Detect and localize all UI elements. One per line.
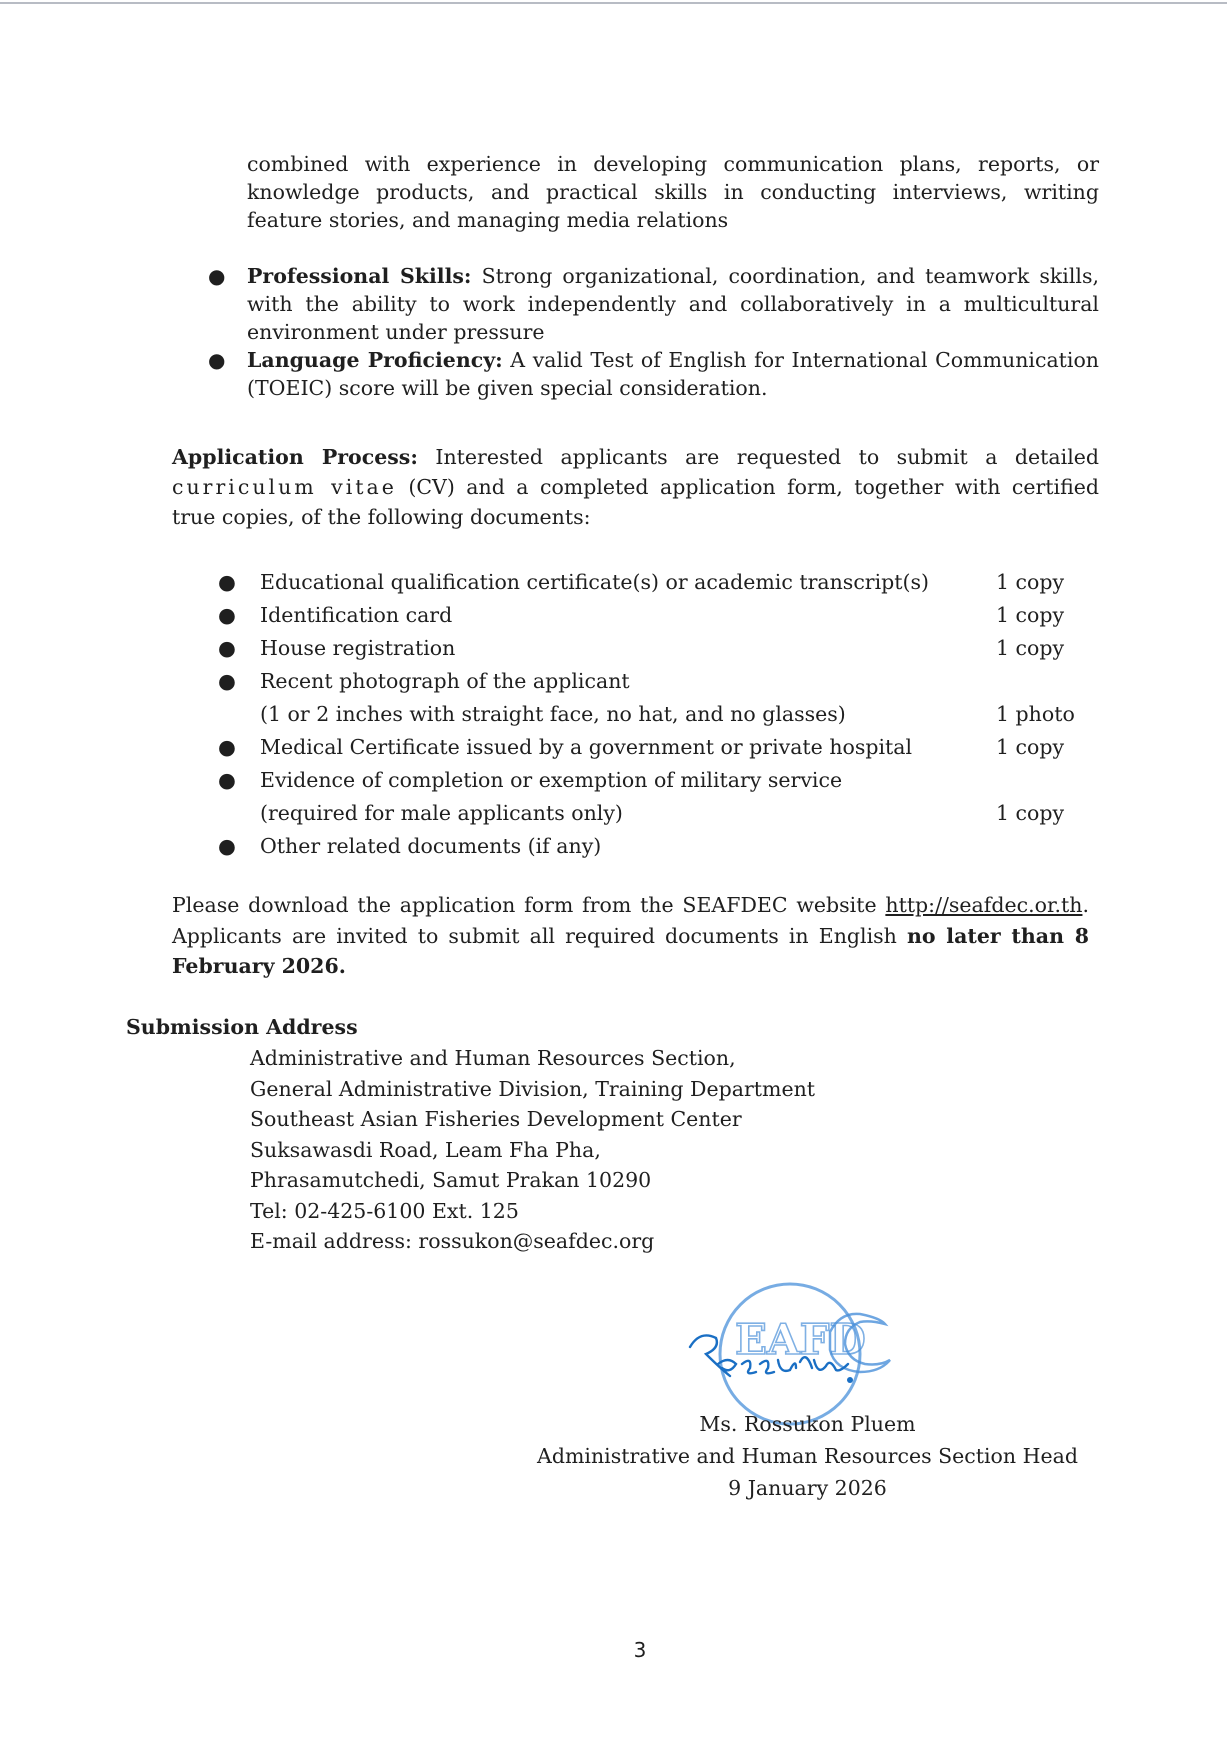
document-item-continued [215, 698, 1095, 731]
qualification-item [205, 262, 1099, 346]
document-name: House registration [260, 636, 456, 660]
document-quantity: 1 copy [996, 636, 1065, 660]
document-item [215, 566, 1095, 599]
address-line: Phrasamutchedi, Samut Prakan 10290 [250, 1168, 652, 1192]
address-line: Suksawasdi Road, Leam Fha Pha, [250, 1137, 601, 1162]
signature-date: 9 January 2026 [728, 1476, 887, 1500]
document-detail: (required for male applicants only) [260, 801, 623, 825]
document-item [215, 599, 1095, 632]
document-name: Identification card [260, 603, 453, 627]
qualification-text: Strong organizational, coordination, and teamwork skills, with the ability to work independently and collaboratively in a multicultural environment under pressure [247, 264, 1100, 344]
address-line: Southeast Asian Fisheries Development Center [250, 1107, 742, 1131]
document-quantity: 1 copy [996, 570, 1065, 594]
bullet-icon: ● [218, 570, 236, 594]
signatory-title: Administrative and Human Resources Section Head [537, 1444, 1078, 1468]
stamp-letters: EAFD [735, 1315, 866, 1364]
application-process-cv: curriculum vitae [172, 475, 397, 499]
page-number: 3 [633, 1638, 647, 1662]
document-name: Evidence of completion or exemption of military service [260, 768, 843, 792]
address-phone: Tel: 02-425-6100 Ext. 125 [250, 1198, 519, 1223]
address-line: General Administrative Division, Training Department [250, 1076, 816, 1101]
application-process-label: Application Process: [172, 445, 418, 469]
document-name: Recent photograph of the applicant [260, 669, 630, 693]
document-name: Other related documents (if any) [260, 834, 602, 858]
bullet-icon: ● [218, 735, 236, 759]
required-documents-list [215, 566, 1095, 863]
application-process-text-end: (CV) and a completed application form, together with certified true copies, of the following documents: [172, 475, 1099, 529]
address-email: E-mail address: rossukon@seafdec.org [250, 1229, 655, 1253]
download-paragraph [172, 890, 1089, 982]
bullet-icon: ● [208, 348, 226, 372]
bullet-icon: ● [218, 669, 236, 693]
application-process-paragraph [172, 442, 1099, 532]
document-item [215, 764, 1095, 797]
seafdec-website-link[interactable]: http://seafdec.or.th [885, 893, 1083, 917]
download-text-2: . Applicants are invited to submit all required documents in English [172, 893, 1089, 948]
qualification-label: Professional Skills: [247, 264, 472, 288]
document-item [215, 665, 1095, 698]
qualification-text: A valid Test of English for International Communication (TOEIC) score will be given special consideration. [247, 348, 1100, 400]
bullet-icon: ● [208, 264, 226, 288]
application-process-text: Interested applicants are requested to submit a detailed [417, 445, 1099, 469]
document-item [215, 632, 1095, 665]
signature-block [535, 1408, 1080, 1504]
document-quantity: 1 copy [996, 801, 1065, 825]
document-name: Educational qualification certificate(s) or academic transcript(s) [260, 570, 930, 594]
qualification-item [205, 346, 1099, 402]
qualifications-list [205, 262, 1099, 402]
bullet-icon: ● [218, 636, 236, 660]
document-item [215, 731, 1095, 764]
document-item [215, 830, 1095, 863]
submission-address-heading: Submission Address [126, 1015, 358, 1039]
bullet-icon: ● [218, 768, 236, 792]
document-quantity: 1 copy [996, 603, 1065, 627]
address-line: Administrative and Human Resources Section, [250, 1046, 736, 1070]
document-item-continued [215, 797, 1095, 830]
document-quantity: 1 photo [996, 702, 1075, 726]
deadline-text: no later than 8 February 2026. [172, 923, 1089, 978]
document-quantity: 1 copy [996, 735, 1065, 759]
download-text: Please download the application form from the SEAFDEC website [172, 893, 886, 917]
document-name: Medical Certificate issued by a government or private hospital [260, 735, 913, 759]
submission-address-block [250, 1043, 815, 1257]
signatory-name: Ms. Rossukon Pluem [699, 1412, 916, 1436]
qualification-label: Language Proficiency: [247, 348, 503, 372]
bullet-icon: ● [218, 834, 236, 858]
signature-dot [847, 1377, 853, 1383]
continuation-paragraph: combined with experience in developing communication plans, reports, or knowledge products, and practical skills in conducting interviews, writing feature stories, and managing media relations [247, 152, 1099, 232]
bullet-icon: ● [218, 603, 236, 627]
document-detail: (1 or 2 inches with straight face, no hat, and no glasses) [260, 702, 846, 726]
